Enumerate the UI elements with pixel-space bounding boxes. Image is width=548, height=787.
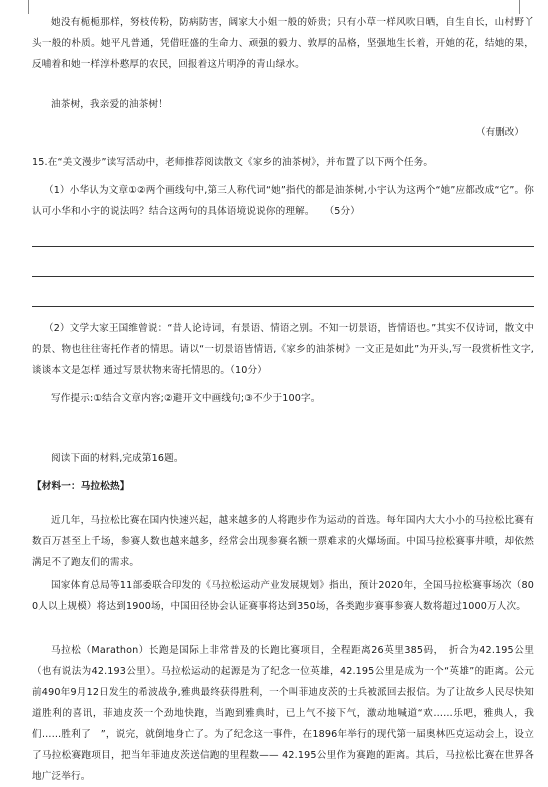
answer-line[interactable]	[32, 276, 534, 277]
essay-exclamation: 油茶树，我亲爱的油茶树！	[51, 99, 168, 110]
answer-line[interactable]	[32, 306, 534, 307]
material-1-paragraph-1: 近几年，马拉松比赛在国内快速兴起，越来越多的人将跑步作为运动的首选。每年国内大大小小的马拉松比赛有数百万甚至上千场，参赛人数也越来越多，经常会出现参赛名额一票难求的火爆场面。中国马拉松赛事井喷，却依然满足不了跑友们的需求。	[32, 515, 534, 568]
question-15-task-1: （1）小华认为文章①②两个画线句中,第三人称代词“她”指代的都是油茶树,小宇认为这两个“她”应都改成“它”。你认可小华和小宇的说法吗？结合这两句的具体语境说说你的理解。 （5分）	[32, 185, 534, 217]
crop-mark	[28, 0, 29, 14]
material-1-title: 【材料一：马拉松热】	[32, 481, 130, 492]
answer-line[interactable]	[32, 246, 534, 247]
material-1-paragraph-3: 马拉松（Marathon）长跑是国际上非常普及的长跑比赛项目，全程距离26英里385码， 折合为42.195公里（也有说法为42.193公里）。马拉松运动的起源是为了纪念一位英雄，42.195公里是成为一个“英雄”的距离。公元前490年9月12日发生的希波战争,雅典最终获得胜利，一个叫菲迪皮茨的士兵被派回去报信。为了让故乡人民尽快知道胜利的喜讯，菲迪皮茨一个劲地快跑，当跑到雅典时，已上气不接下气，激动地喊道“欢……乐吧，雅典人，我们……胜利了 ”，说完，就倒地身亡了。为了纪念这一事件，在1896年举行的现代第一届奥林匹克运动会上，设立了马拉松赛跑项目，把当年菲迪皮茨送信跑的里程数—— 42.195公里作为赛跑的距离。其后，马拉松比赛在世界各地广泛举行。	[32, 645, 534, 782]
source-note: （有删改）	[476, 127, 524, 138]
material-1-paragraph-2: 国家体育总局等11部委联合印发的《马拉松运动产业发展规划》指出，预计2020年，全国马拉松赛事场次（800人以上规模）将达到1900场，中国田径协会认证赛事将达到350场，各类跑步赛事参赛人数将超过1000万人次。	[32, 580, 534, 612]
question-15-intro: 15.在“美文漫步”读写活动中，老师推荐阅读散文《家乡的油茶树》，并布置了以下两个任务。	[32, 157, 434, 168]
essay-closing-paragraph: 她没有栀栀那样，努枝传粉，防病防害，阔家大小姐一般的娇贵；只有小草一样风吹日晒，自生自长，山村野丫头一般的朴质。她平凡普通，凭借旺盛的生命力、顽强的毅力、敦厚的品格，坚强地生长着，开她的花，结她的果，反哺着和她一样淳朴憨厚的农民，回报着这片明净的青山绿水。	[32, 17, 534, 70]
question-16-intro: 阅读下面的材料,完成第16题。	[51, 453, 184, 464]
question-15-task-2: （2）文学大家王国维曾说：“昔人论诗词，有景语、情语之别。不知一切景语，皆情语也。”其实不仅诗词，散文中的景、物也往往寄托作者的情思。请以“一切景语皆情语,《家乡的油茶树》一文正是如此”为开头,写一段赏析性文字,谈谈本文是怎样 通过写景状物来寄托情思的。（10分）	[32, 323, 534, 376]
writing-hint: 写作提示:①结合文章内容;②避开文中画线句;③不少于100字。	[51, 393, 321, 404]
